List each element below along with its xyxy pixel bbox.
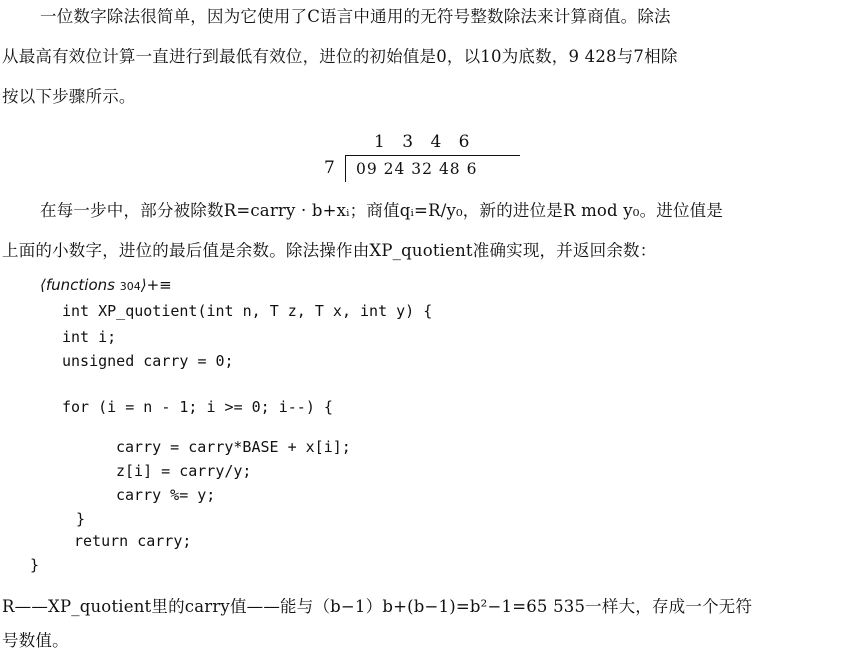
chunk-name: functions bbox=[45, 276, 115, 294]
division-bracket bbox=[345, 155, 346, 182]
division-bar bbox=[345, 155, 520, 156]
code-line: } bbox=[76, 510, 86, 528]
paragraph-3-line-2: 号数值。 bbox=[2, 631, 69, 650]
code-chunk-label: ⟨functions 304⟩+≡ bbox=[40, 276, 172, 294]
paragraph-2-line-1: 在每一步中，部分被除数R=carry · b+xᵢ；商值qᵢ=R/y₀，新的进位是R mod y₀。进位值是 bbox=[40, 201, 724, 220]
code-line: unsigned carry = 0; bbox=[62, 352, 234, 370]
code-line: z[i] = carry/y; bbox=[116, 462, 252, 480]
division-quotient: 1 3 4 6 bbox=[374, 132, 476, 152]
chunk-suffix: ⟩+≡ bbox=[140, 276, 172, 294]
division-dividend: 09 24 32 48 6 bbox=[356, 160, 478, 178]
paragraph-3-line-1: R——XP_quotient里的carry值——能与（b−1）b+(b−1)=b²−1=65 535一样大，存成一个无符 bbox=[2, 597, 753, 616]
code-line: carry = carry*BASE + x[i]; bbox=[116, 438, 351, 456]
paragraph-1-line-1: 一位数字除法很简单，因为它使用了C语言中通用的无符号整数除法来计算商值。除法 bbox=[40, 7, 671, 26]
division-divisor: 7 bbox=[324, 158, 335, 178]
code-line: for (i = n - 1; i >= 0; i--) { bbox=[62, 398, 333, 416]
long-division-example bbox=[300, 128, 540, 188]
code-line: int i; bbox=[62, 328, 117, 346]
paragraph-1-line-3: 按以下步骤所示。 bbox=[2, 87, 136, 106]
code-line: int XP_quotient(int n, T z, T x, int y) { bbox=[62, 302, 433, 320]
paragraph-1-line-2: 从最高有效位计算一直进行到最低有效位，进位的初始值是0，以10为底数，9 428与7相除 bbox=[2, 47, 678, 66]
code-line: carry %= y; bbox=[116, 486, 216, 504]
code-line: } bbox=[30, 556, 40, 574]
paragraph-2-line-2: 上面的小数字，进位的最后值是余数。除法操作由XP_quotient准确实现，并返回余数： bbox=[2, 241, 657, 260]
chunk-number: 304 bbox=[119, 280, 141, 293]
code-line: return carry; bbox=[74, 532, 192, 550]
